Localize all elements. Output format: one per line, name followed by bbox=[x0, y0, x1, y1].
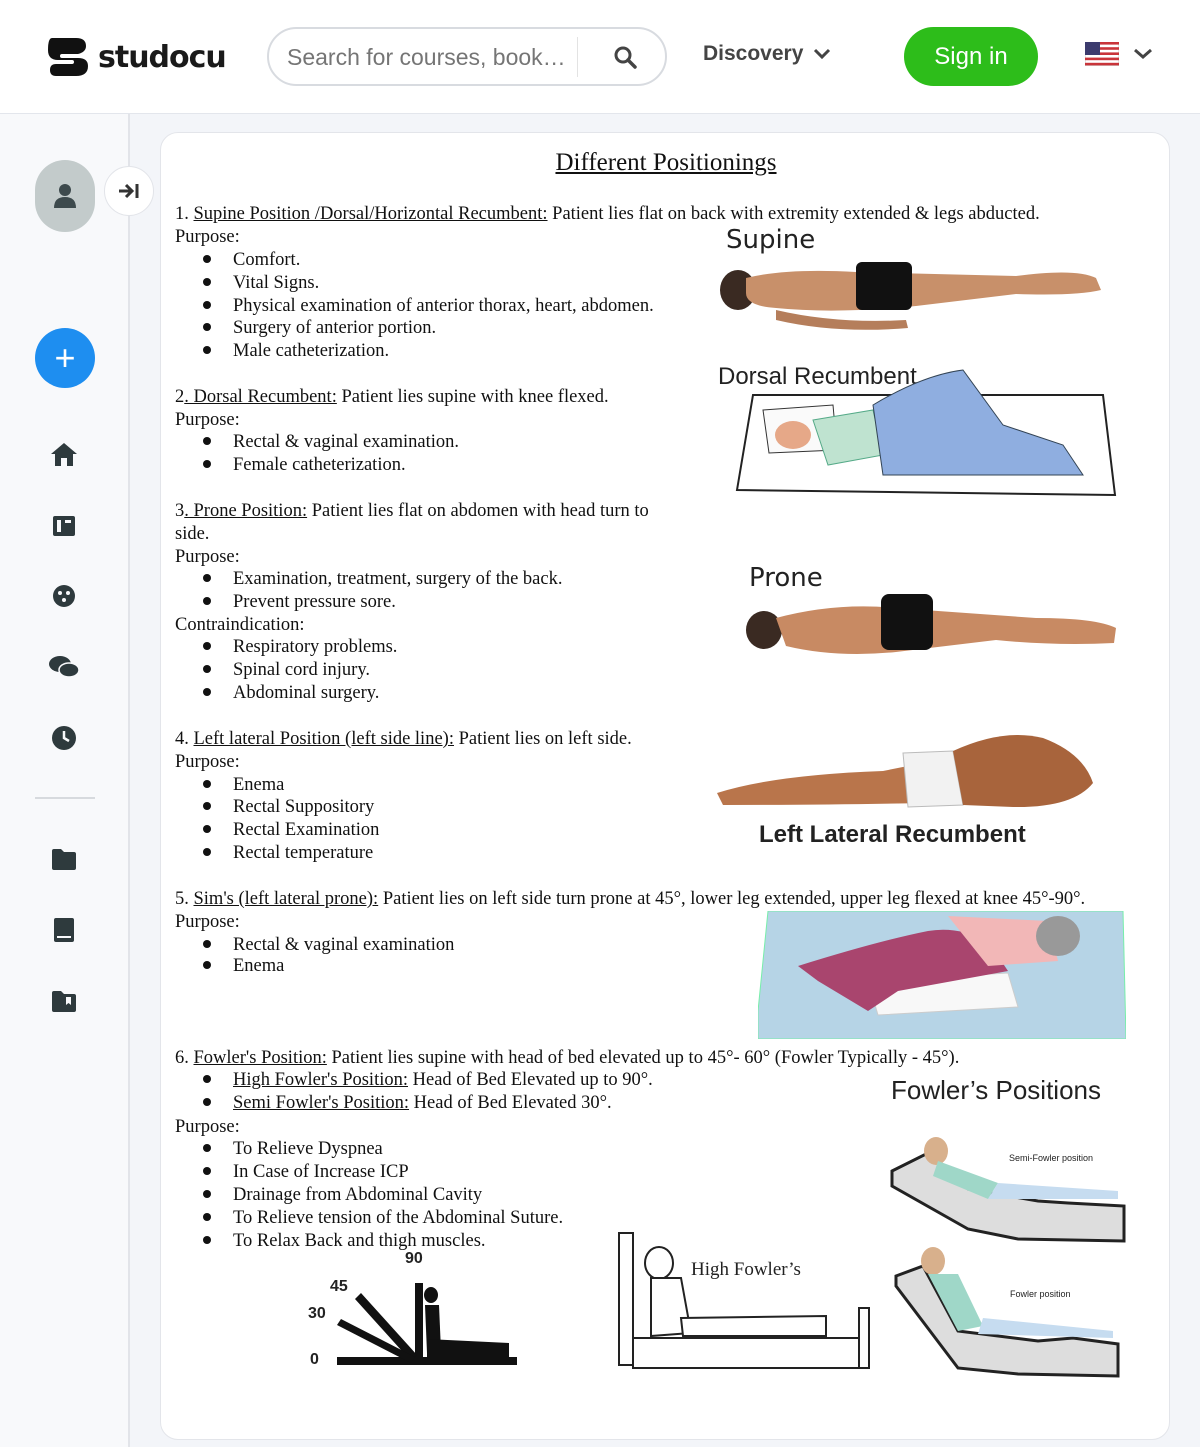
fowlers-caption: Fowler’s Positions bbox=[891, 1075, 1102, 1105]
chevron-down-icon bbox=[1133, 48, 1153, 60]
list-item: Male catheterization. bbox=[203, 340, 389, 362]
expand-sidebar-button[interactable] bbox=[104, 166, 154, 216]
brand-name: studocu bbox=[98, 39, 226, 75]
sign-in-button[interactable]: Sign in bbox=[904, 27, 1038, 86]
list-item: Respiratory problems. bbox=[203, 636, 397, 658]
arrow-right-to-line-icon bbox=[118, 182, 140, 200]
angle-45-label: 45 bbox=[330, 1278, 348, 1295]
list-item: To Relieve tension of the Abdominal Suture. bbox=[203, 1207, 563, 1229]
left-lateral-illustration bbox=[713, 723, 1103, 811]
list-item: Rectal & vaginal examination. bbox=[203, 431, 459, 453]
section-5-purpose: Purpose: bbox=[175, 912, 240, 932]
section-5-heading: 5. Sim's (left lateral prone): Patient lies on left side turn prone at 45°, lower leg extended, upper leg flexed at knee 45°-90°. bbox=[175, 889, 1086, 909]
semi-fowler-illustration bbox=[888, 1131, 1128, 1246]
list-item: Spinal cord injury. bbox=[203, 659, 370, 681]
list-item: Examination, treatment, surgery of the back. bbox=[203, 568, 562, 590]
high-fowler-illustration bbox=[611, 1228, 873, 1373]
section-2-heading: 2. Dorsal Recumbent: Patient lies supine with knee flexed. bbox=[175, 387, 609, 407]
list-item: Abdominal surgery. bbox=[203, 682, 379, 704]
section-3-contraindication: Contraindication: bbox=[175, 615, 305, 635]
discovery-label: Discovery bbox=[703, 42, 804, 65]
sims-illustration bbox=[758, 911, 1126, 1039]
library-icon[interactable] bbox=[48, 509, 80, 541]
head-elevation-angle-diagram bbox=[331, 1273, 521, 1368]
semi-fowler-label: Semi-Fowler position bbox=[1009, 1153, 1094, 1163]
fowler-illustration bbox=[888, 1246, 1128, 1381]
ai-brain-icon[interactable] bbox=[48, 580, 80, 612]
chevron-down-icon bbox=[813, 48, 831, 60]
high-fowler-caption: High Fowler’s bbox=[691, 1259, 801, 1280]
chat-icon[interactable] bbox=[48, 651, 80, 683]
list-item: Physical examination of anterior thorax, heart, abdomen. bbox=[203, 295, 654, 317]
list-item: To Relieve Dyspnea bbox=[203, 1138, 383, 1160]
left-lateral-caption: Left Lateral Recumbent bbox=[759, 821, 1026, 848]
supine-caption: Supine bbox=[726, 225, 816, 255]
list-item: To Relax Back and thigh muscles. bbox=[203, 1230, 486, 1252]
list-item: Surgery of anterior portion. bbox=[203, 317, 436, 339]
bookmark-folder-icon[interactable] bbox=[48, 985, 80, 1017]
list-item: Enema bbox=[203, 955, 284, 977]
prone-illustration bbox=[736, 588, 1121, 683]
supine-illustration bbox=[716, 248, 1106, 338]
search-input[interactable] bbox=[287, 39, 587, 75]
list-item: In Case of Increase ICP bbox=[203, 1161, 409, 1183]
plus-icon: + bbox=[54, 337, 76, 378]
section-6-purpose: Purpose: bbox=[175, 1117, 240, 1137]
list-item: Drainage from Abdominal Cavity bbox=[203, 1184, 482, 1206]
section-4-purpose: Purpose: bbox=[175, 752, 240, 772]
section-1-heading: 1. Supine Position /Dorsal/Horizontal Recumbent: Patient lies flat on back with extremity extended & legs abducted. bbox=[175, 204, 1040, 224]
prone-caption: Prone bbox=[749, 563, 823, 593]
section-3-heading-cont: side. bbox=[175, 524, 210, 544]
list-item: Semi Fowler's Position: Head of Bed Elevated 30°. bbox=[203, 1092, 612, 1114]
list-item: Enema bbox=[203, 774, 284, 796]
fowler-label: Fowler position bbox=[1010, 1289, 1071, 1299]
list-item: Vital Signs. bbox=[203, 272, 319, 294]
angle-90-label: 90 bbox=[405, 1250, 423, 1267]
list-item: Female catheterization. bbox=[203, 454, 406, 476]
doc-title: Different Positionings bbox=[555, 149, 777, 176]
section-4-heading: 4. Left lateral Position (left side line): Patient lies on left side. bbox=[175, 729, 632, 749]
create-button[interactable] bbox=[35, 328, 95, 388]
folder-icon[interactable] bbox=[48, 843, 80, 875]
section-6-heading: 6. Fowler's Position: Patient lies supine with head of bed elevated up to 45°- 60° (Fowler Typically - 45°). bbox=[175, 1048, 960, 1068]
home-icon[interactable] bbox=[48, 438, 80, 470]
list-item: High Fowler's Position: Head of Bed Elevated up to 90°. bbox=[203, 1069, 653, 1091]
top-bar bbox=[0, 0, 1200, 114]
clock-icon[interactable] bbox=[48, 722, 80, 754]
document-page bbox=[160, 132, 1170, 1440]
angle-0-label: 0 bbox=[310, 1351, 319, 1368]
us-flag-icon bbox=[1085, 42, 1119, 66]
language-selector[interactable] bbox=[1085, 42, 1153, 66]
angle-30-label: 30 bbox=[308, 1305, 326, 1322]
sidebar-divider bbox=[35, 797, 95, 799]
list-item: Rectal Examination bbox=[203, 819, 379, 841]
section-3-heading: 3. Prone Position: Patient lies flat on abdomen with head turn to bbox=[175, 501, 649, 521]
search-box[interactable] bbox=[267, 27, 667, 86]
studocu-logo-icon bbox=[46, 34, 92, 80]
studocu-logo[interactable] bbox=[46, 34, 226, 80]
list-item: Rectal & vaginal examination bbox=[203, 934, 454, 956]
dorsal-recumbent-illustration bbox=[733, 365, 1118, 500]
user-icon bbox=[53, 183, 77, 209]
list-item: Comfort. bbox=[203, 249, 300, 271]
list-item: Rectal temperature bbox=[203, 842, 373, 864]
book-icon[interactable] bbox=[48, 914, 80, 946]
section-1-purpose: Purpose: bbox=[175, 227, 240, 247]
dorsal-recumbent-caption: Dorsal Recumbent bbox=[718, 363, 917, 390]
section-2-purpose: Purpose: bbox=[175, 410, 240, 430]
list-item: Rectal Suppository bbox=[203, 796, 374, 818]
sidebar bbox=[0, 114, 130, 1447]
avatar[interactable] bbox=[35, 160, 95, 232]
discovery-menu[interactable] bbox=[703, 42, 831, 66]
search-icon[interactable] bbox=[613, 45, 637, 69]
list-item: Prevent pressure sore. bbox=[203, 591, 396, 613]
search-divider bbox=[577, 37, 578, 77]
section-3-purpose: Purpose: bbox=[175, 547, 240, 567]
